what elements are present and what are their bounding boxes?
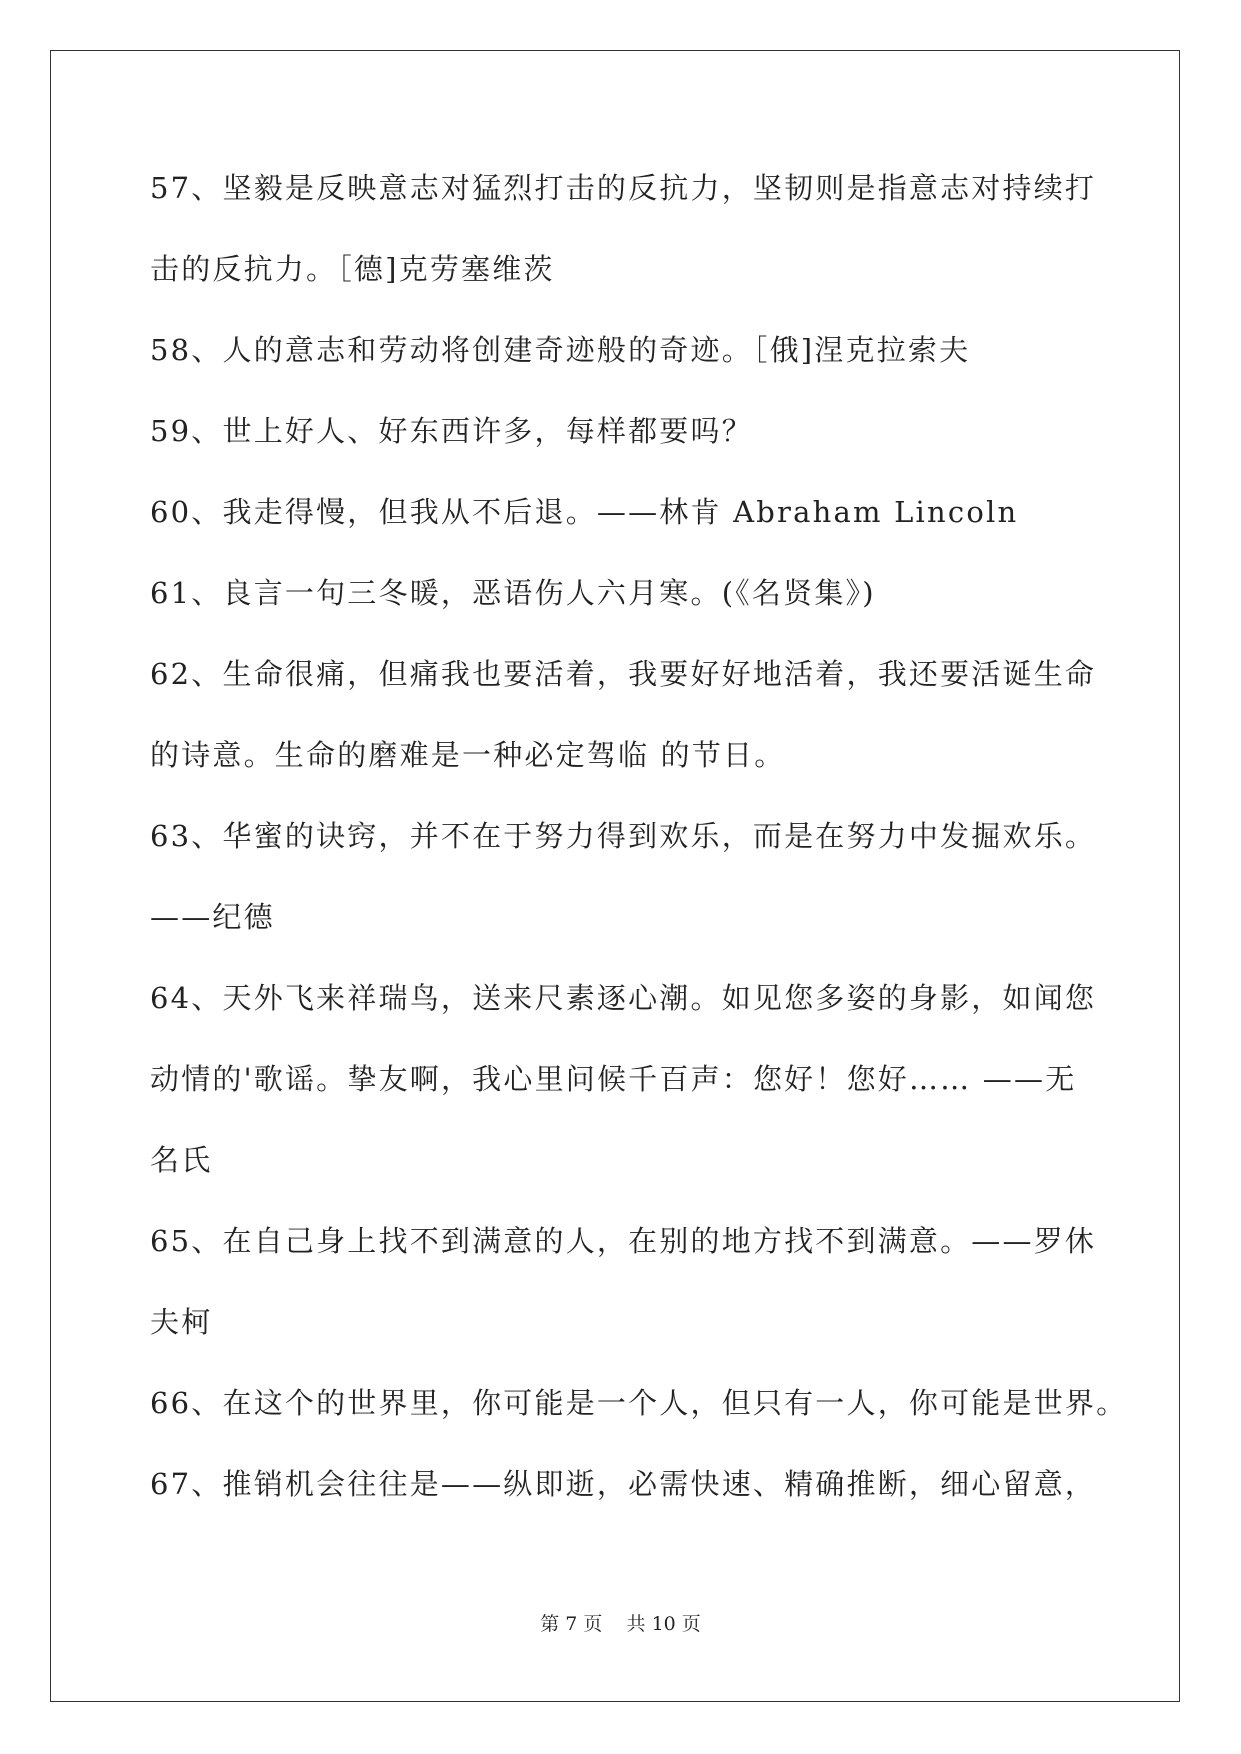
text-line: 67、推销机会往往是——纵即逝，必需快速、精确推断，细心留意， — [150, 1467, 1097, 1501]
text-line: 58、人的意志和劳动将创建奇迹般的奇迹。［俄]涅克拉索夫 — [150, 333, 971, 367]
text-line: 60、我走得慢，但我从不后退。——林肯 Abraham Lincoln — [150, 495, 1019, 529]
text-line: 夫柯 — [150, 1305, 213, 1339]
text-line: 61、良言一句三冬暖，恶语伤人六月寒。(《名贤集》) — [150, 576, 876, 610]
text-line: ——纪德 — [150, 900, 275, 934]
text-line: 的诗意。生命的磨难是一种必定驾临 的节日。 — [150, 738, 786, 772]
page-border — [50, 50, 1180, 1702]
page-number: 第 7 页 — [540, 1613, 603, 1635]
text-line: 动情的'歌谣。挚友啊，我心里问候千百声：您好！您好…… ——无 — [150, 1062, 1077, 1096]
page-total: 共 10 页 — [626, 1613, 701, 1635]
text-line: 57、坚毅是反映意志对猛烈打击的反抗力，坚韧则是指意志对持续打 — [150, 171, 1097, 205]
page-footer — [0, 1612, 1241, 1636]
text-line: 63、华蜜的诀窍，并不在于努力得到欢乐，而是在努力中发掘欢乐。 — [150, 819, 1097, 853]
text-line: 66、在这个的世界里，你可能是一个人，但只有一人，你可能是世界。 — [150, 1386, 1128, 1420]
text-line: 59、世上好人、好东西许多，每样都要吗？ — [150, 414, 753, 448]
text-line: 62、生命很痛，但痛我也要活着，我要好好地活着，我还要活诞生命 — [150, 657, 1097, 691]
text-line: 名氏 — [150, 1143, 213, 1177]
text-line: 64、天外飞来祥瑞鸟，送来尺素逐心潮。如见您多姿的身影，如闻您 — [150, 981, 1097, 1015]
text-line: 击的反抗力。［德]克劳塞维茨 — [150, 252, 555, 286]
text-line: 65、在自己身上找不到满意的人，在别的地方找不到满意。——罗休 — [150, 1224, 1097, 1258]
